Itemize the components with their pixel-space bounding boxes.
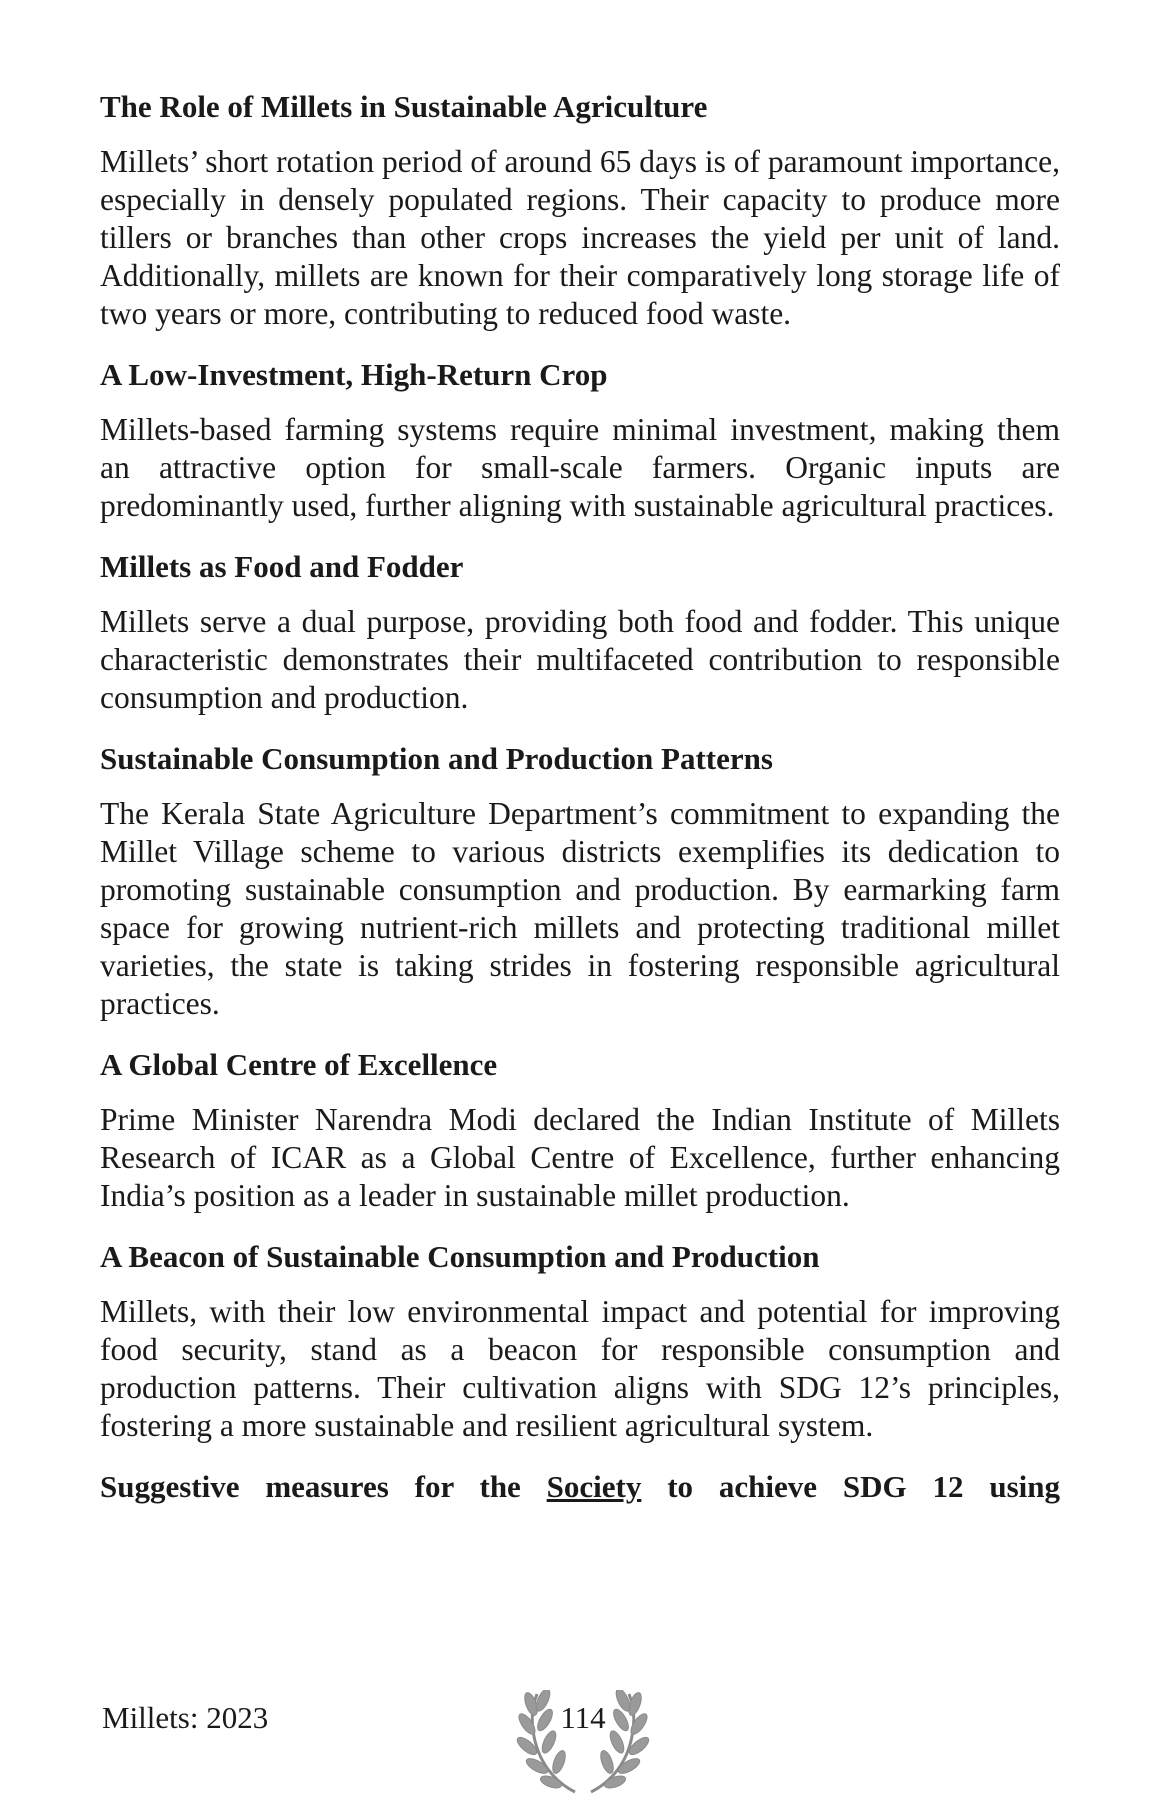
section-heading: A Beacon of Sustainable Consumption and Production	[100, 1239, 820, 1274]
section-global-centre	[100, 1046, 1060, 1215]
page-number: 114	[560, 1700, 606, 1735]
section-heading: Sustainable Consumption and Production Patterns	[100, 741, 773, 776]
section-low-investment	[100, 356, 1060, 525]
section-paragraph: Millets serve a dual purpose, providing both food and fodder. This unique characteristic demonstrates their multifaceted contribution to responsible consumption and production.	[100, 604, 1060, 715]
heading-text-underlined: Society	[546, 1469, 642, 1504]
page-content	[100, 88, 1060, 1506]
heading-text-before: Suggestive measures for the	[100, 1469, 547, 1504]
section-paragraph: The Kerala State Agriculture Department’s commitment to expanding the Millet Village scheme to various districts exemplifies its dedication to promoting sustainable consumption and production. By earmarking farm space for growing nutrient-rich millets and protecting traditional millet varieties, the state is taking strides in fostering responsible agricultural practices.	[100, 796, 1060, 1021]
section-role-of-millets	[100, 88, 1060, 333]
section-paragraph: Millets’ short rotation period of around 65 days is of paramount importance, especially in densely populated regions. Their capacity to produce more tillers or branches than other crops increases the yield per unit of land. Additionally, millets are known for their comparatively long storage life of two years or more, contributing to reduced food waste.	[100, 144, 1060, 331]
section-heading: A Global Centre of Excellence	[100, 1047, 498, 1082]
heading-text-after: to achieve SDG 12 using	[641, 1469, 1060, 1504]
section-beacon	[100, 1238, 1060, 1445]
section-heading: The Role of Millets in Sustainable Agriculture	[100, 89, 708, 124]
suggestive-measures-heading	[100, 1468, 1060, 1506]
footer-book-title: Millets: 2023	[102, 1700, 269, 1735]
section-food-and-fodder	[100, 548, 1060, 717]
section-paragraph: Prime Minister Narendra Modi declared the Indian Institute of Millets Research of ICAR as a Global Centre of Excellence, further enhancing India’s position as a leader in sustainable millet production.	[100, 1102, 1060, 1213]
section-heading: A Low-Investment, High-Return Crop	[100, 357, 608, 392]
section-consumption-patterns	[100, 740, 1060, 1023]
section-heading: Millets as Food and Fodder	[100, 549, 464, 584]
section-paragraph: Millets-based farming systems require minimal investment, making them an attractive option for small-scale farmers. Organic inputs are predominantly used, further aligning with sustainable agricultural practices.	[100, 412, 1060, 523]
section-paragraph: Millets, with their low environmental impact and potential for improving food security, stand as a beacon for responsible consumption and production patterns. Their cultivation aligns with SDG 12’s principles, fostering a more sustainable and resilient agricultural system.	[100, 1294, 1060, 1443]
